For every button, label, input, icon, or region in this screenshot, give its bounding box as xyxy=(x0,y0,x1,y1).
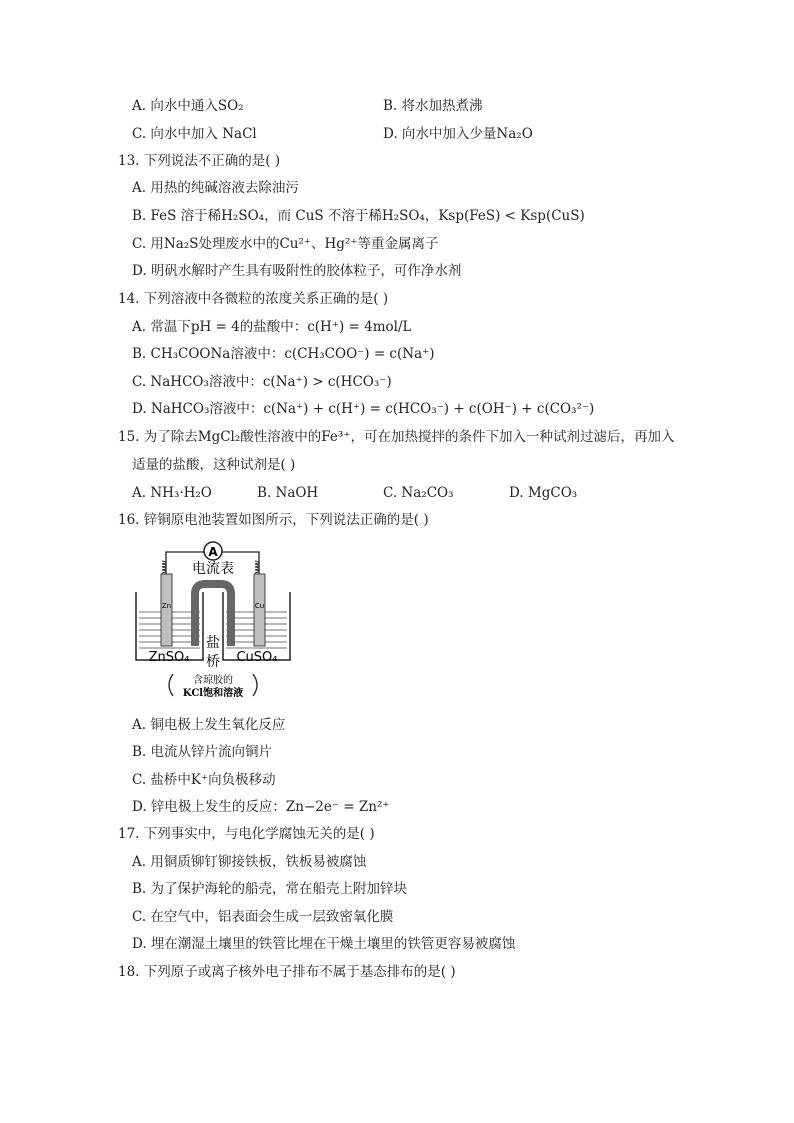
salt-bridge-label-1: 盐 xyxy=(206,635,220,651)
salt-bridge-label-2: 桥 xyxy=(206,654,220,670)
zinc-label: Zn xyxy=(161,602,172,610)
note-line-2: KCl饱和溶液 xyxy=(182,688,244,699)
q12-option-b: B. 将水加热煮沸 xyxy=(383,98,483,114)
q16-option-c: C. 盐桥中K⁺向负极移动 xyxy=(132,772,276,788)
zinc-electrode xyxy=(161,574,172,646)
right-solution-label: CuSO₄ xyxy=(236,650,278,665)
q14-option-b: B. CH₃COONa溶液中：c(CH₃COO⁻) = c(Na⁺) xyxy=(132,346,435,362)
q17-option-a: A. 用铜质铆钉铆接铁板，铁板易被腐蚀 xyxy=(132,854,367,870)
q18-stem: 18. 下列原子或离子核外电子排布不属于基态排布的是( ) xyxy=(118,964,456,980)
ammeter-symbol: A xyxy=(208,545,218,559)
q13-stem: 13. 下列说法不正确的是( ) xyxy=(118,153,281,169)
q13-option-c: C. 用Na₂S处理废水中的Cu²⁺、Hg²⁺等重金属离子 xyxy=(132,236,439,252)
q17-stem: 17. 下列事实中，与电化学腐蚀无关的是( ) xyxy=(118,826,375,842)
q16-option-b: B. 电流从锌片流向铜片 xyxy=(132,744,273,760)
q15-option-c: C. Na₂CO₃ xyxy=(383,485,454,501)
q16-option-a: A. 铜电极上发生氧化反应 xyxy=(132,717,286,733)
q17-option-d: D. 埋在潮湿土壤里的铁管比埋在干燥土壤里的铁管更容易被腐蚀 xyxy=(132,936,516,952)
q12-option-a: A. 向水中通入SO₂ xyxy=(132,98,244,114)
q17-option-c: C. 在空气中，铝表面会生成一层致密氧化膜 xyxy=(132,909,394,925)
q13-option-d: D. 明矾水解时产生具有吸附性的胶体粒子，可作净水剂 xyxy=(132,263,462,279)
q12-option-d: D. 向水中加入少量Na₂O xyxy=(383,126,533,142)
q12-option-c: C. 向水中加入 NaCl xyxy=(132,126,257,142)
q17-option-b: B. 为了保护海轮的船壳，常在船壳上附加锌块 xyxy=(132,881,408,897)
left-solution-label: ZnSO₄ xyxy=(148,650,190,665)
q15-stem-line2: 适量的盐酸，这种试剂是( ) xyxy=(132,457,296,473)
q15-option-b: B. NaOH xyxy=(257,485,319,501)
copper-electrode xyxy=(254,574,265,646)
q15-option-a: A. NH₃·H₂O xyxy=(132,485,212,501)
q14-stem: 14. 下列溶液中各微粒的浓度关系正确的是( ) xyxy=(118,291,389,307)
q16-option-d: D. 锌电极上发生的反应：Zn−2e⁻ = Zn²⁺ xyxy=(132,799,390,815)
note-left-paren xyxy=(169,674,173,696)
q15-stem-line1: 15. 为了除去MgCl₂酸性溶液中的Fe³⁺，可在加热搅拌的条件下加入一种试剂过滤后，再加入 xyxy=(118,429,675,445)
galvanic-cell-figure xyxy=(133,536,293,706)
q15-option-d: D. MgCO₃ xyxy=(509,485,578,501)
q16-stem: 16. 锌铜原电池装置如图所示，下列说法正确的是( ) xyxy=(118,512,429,528)
note-right-paren xyxy=(253,674,257,696)
q13-option-b: B. FeS 溶于稀H₂SO₄，而 CuS 不溶于稀H₂SO₄，Ksp(FeS) < Ksp(CuS) xyxy=(132,208,585,224)
copper-label: Cu xyxy=(254,602,265,610)
note-line-1: 含琼胶的 xyxy=(193,675,233,686)
ammeter-label: 电流表 xyxy=(192,561,234,577)
q14-option-c: C. NaHCO₃溶液中：c(Na⁺) > c(HCO₃⁻) xyxy=(132,374,392,390)
q14-option-a: A. 常温下pH = 4的盐酸中：c(H⁺) = 4mol/L xyxy=(132,319,412,335)
q14-option-d: D. NaHCO₃溶液中：c(Na⁺) + c(H⁺) = c(HCO₃⁻) + c(OH⁻) + c(CO₃²⁻) xyxy=(132,401,595,417)
q13-option-a: A. 用热的纯碱溶液去除油污 xyxy=(132,180,299,196)
